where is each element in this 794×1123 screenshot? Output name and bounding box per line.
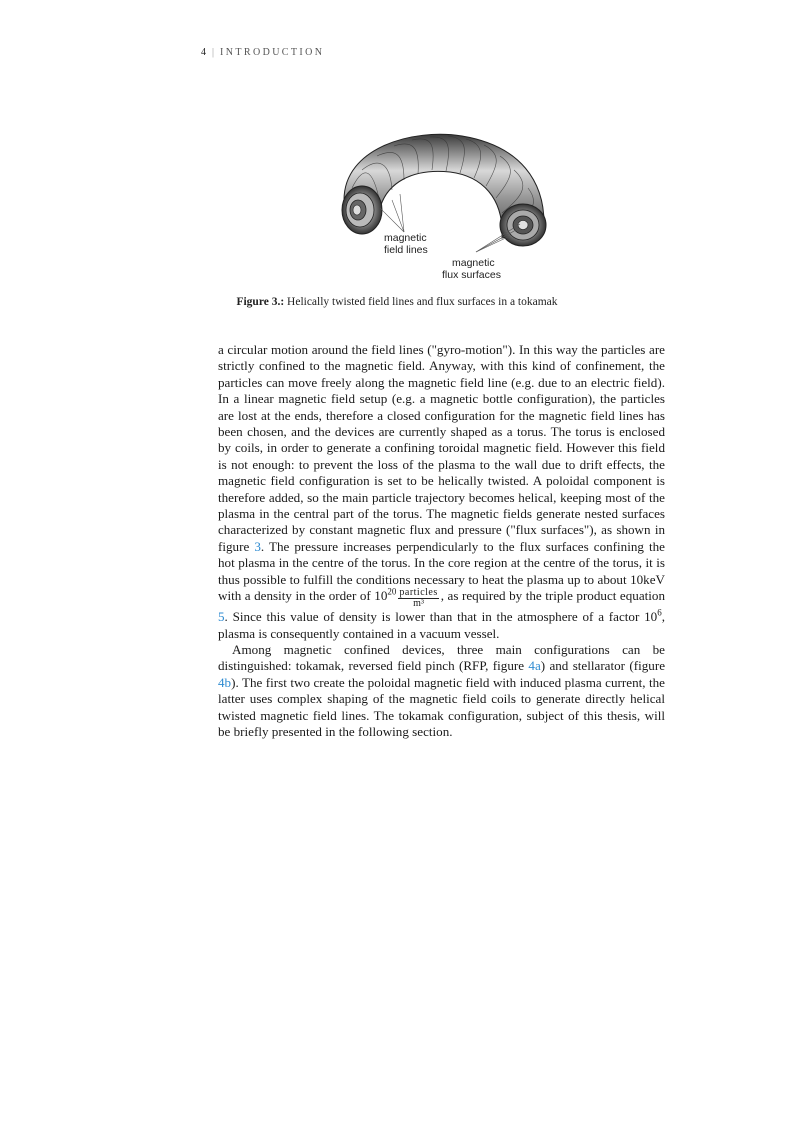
tokamak-torus-illustration xyxy=(332,128,552,283)
text-span: . The pressure increases perpendicularly to the flux surfaces confining the hot plasma in the centre of the torus. In the core region at the centre of the torus, it is thus possible to fulfill the conditions necessary to heat the plasma up to about 10keV with a density in the order of 10 xyxy=(218,538,665,604)
text-span: , as required by the triple product equation xyxy=(440,588,666,604)
caption-text: Helically twisted field lines and flux surfaces in a tokamak xyxy=(284,296,558,308)
figure-4b-ref-link[interactable]: 4b xyxy=(218,674,232,690)
exponent: 20 xyxy=(387,586,397,597)
header-separator: | xyxy=(212,47,215,58)
exponent: 6 xyxy=(657,607,662,618)
text-span: . Since this value of density is lower than that in the atmosphere of a factor 10 xyxy=(224,609,658,625)
caption-label: Figure 3.: xyxy=(236,296,285,308)
label-field-lines-1: magnetic xyxy=(384,232,427,244)
text-span: ) and stellarator (figure xyxy=(540,658,666,674)
label-flux-surfaces-1: magnetic xyxy=(452,257,495,269)
text-span: , plasma is consequently contained in a vacuum vessel. xyxy=(218,609,665,641)
equation-ref-link[interactable]: 5 xyxy=(218,609,225,625)
density-fraction xyxy=(398,588,438,609)
figure-caption xyxy=(0,296,794,308)
running-header xyxy=(201,47,324,58)
page-number: 4 xyxy=(201,47,206,58)
paragraph-2 xyxy=(218,642,665,740)
text-span: Among magnetic confined devices, three main configurations can be distinguished: tokamak, reversed field pinch (RFP, figure xyxy=(218,641,665,674)
fraction-denominator: m³ xyxy=(413,598,424,610)
text-span: ). The first two create the poloidal magnetic field with induced plasma current, the latter uses complex shaping of the magnetic field coils to generate directly helical twisted magnetic field lines. The tokamak configuration, subject of this thesis, will be briefly presented in the following section. xyxy=(218,674,665,739)
label-flux-surfaces-2: flux surfaces xyxy=(442,269,501,281)
fraction-numerator: particles xyxy=(399,587,438,599)
paragraph-1 xyxy=(218,342,665,642)
tokamak-figure xyxy=(332,128,552,283)
chapter-title: INTRODUCTION xyxy=(220,47,325,58)
figure-4a-ref-link[interactable]: 4a xyxy=(528,658,541,674)
figure-ref-link[interactable]: 3 xyxy=(254,538,261,554)
label-field-lines-2: field lines xyxy=(384,244,428,256)
body-text xyxy=(218,342,665,740)
text-span: a circular motion around the field lines ("gyro-motion"). In this way the particles are strictly confined to the magnetic field. Anyway, with this kind of confinement, the particles can move freely along the magnetic field line (e.g. due to an electric field). In a linear magnetic field setup (e.g. a magnetic bottle configuration), the particles are lost at the ends, therefore a closed configuration for the magnetic field lines has been chosen, and the devices are currently shaped as a torus. The torus is enclosed by coils, in order to generate a confining toroidal magnetic field. However this field is not enough: to prevent the loss of the plasma to the wall due to drift effects, the magnetic field configuration is set to be helically twisted. A poloidal component is therefore added, so the main particle trajectory becomes helical, keeping most of the plasma in the central part of the torus. The magnetic fields generate nested surfaces characterized by constant magnetic flux and pressure ("flux surfaces"), as shown in figure xyxy=(218,342,665,554)
